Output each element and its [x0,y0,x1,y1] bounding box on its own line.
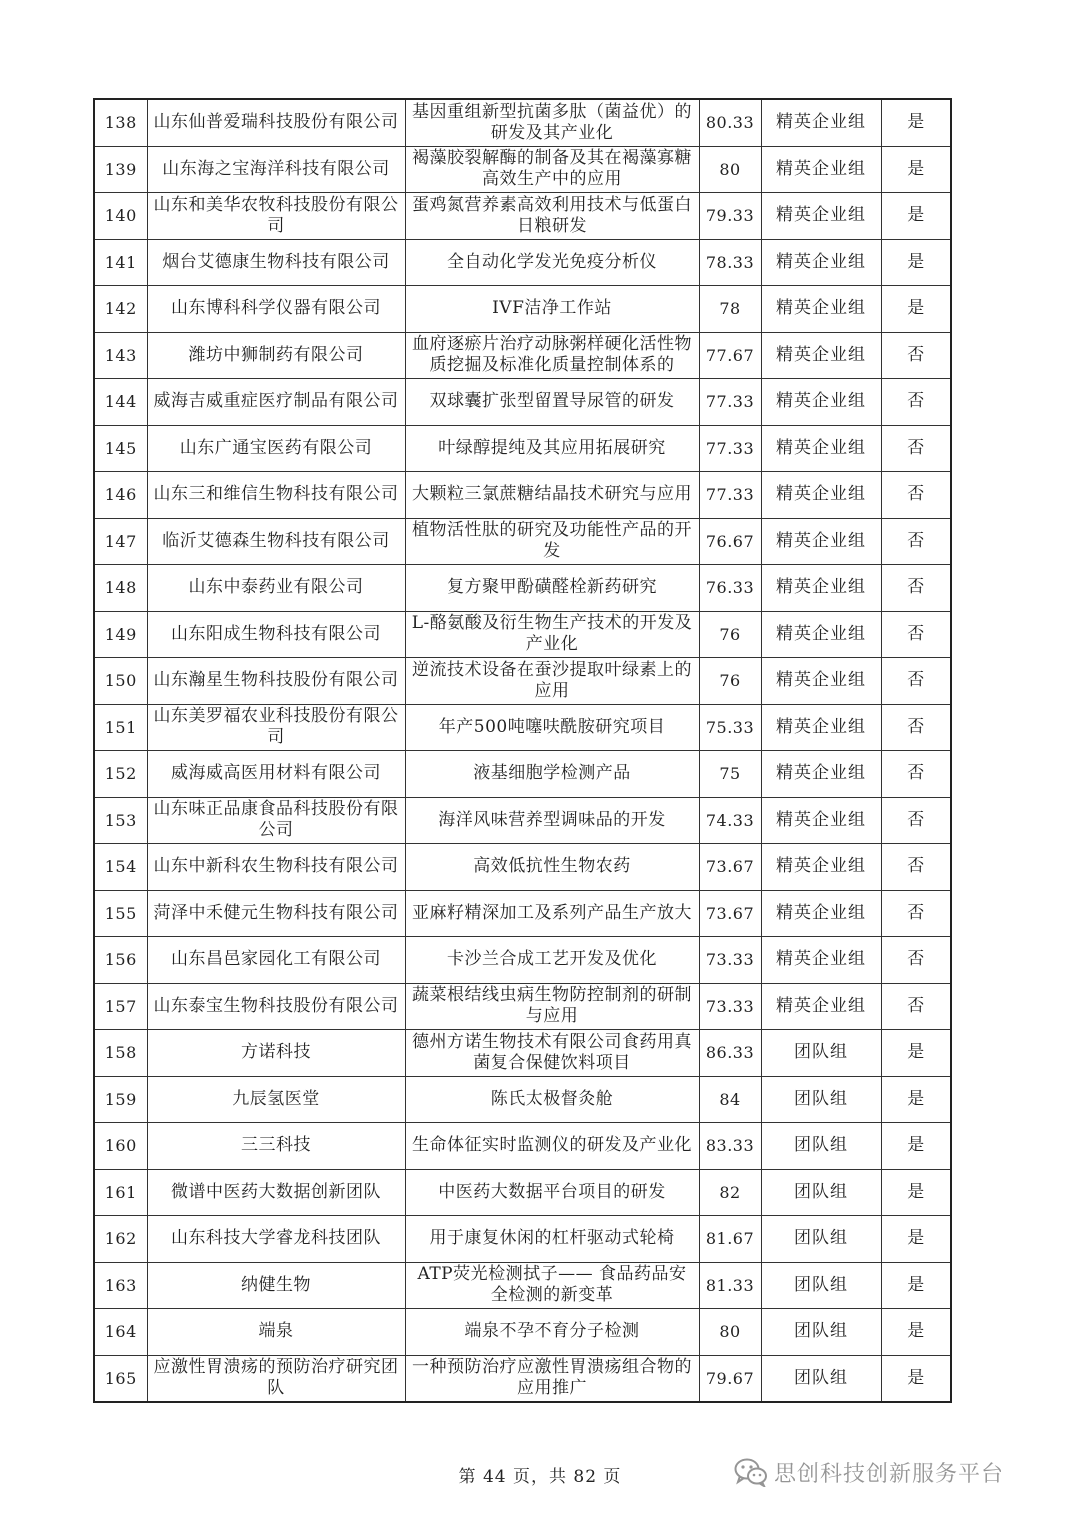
group-category: 精英企业组 [761,797,881,844]
group-category: 精英企业组 [761,146,881,193]
group-category: 精英企业组 [761,704,881,751]
table-row [94,1169,951,1216]
result-flag: 否 [881,379,951,426]
company-name: 方诺科技 [147,1030,405,1077]
result-flag: 否 [881,751,951,798]
company-name: 山东中新科农生物科技有限公司 [147,844,405,891]
project-name: 陈氏太极督灸舱 [405,1076,699,1123]
result-flag: 是 [881,1030,951,1077]
project-name: 蛋鸡氮营养素高效利用技术与低蛋白日粮研发 [405,193,699,240]
group-category: 团队组 [761,1355,881,1402]
score: 75.33 [699,704,761,751]
result-flag: 否 [881,983,951,1030]
company-name: 九辰氢医堂 [147,1076,405,1123]
result-flag: 否 [881,565,951,612]
table-row [94,1309,951,1356]
row-number: 162 [94,1216,147,1263]
row-number: 145 [94,425,147,472]
score: 83.33 [699,1123,761,1170]
row-number: 140 [94,193,147,240]
score: 79.67 [699,1355,761,1402]
row-number: 158 [94,1030,147,1077]
score: 78 [699,286,761,333]
project-name: L-酪氨酸及衍生物生产技术的开发及产业化 [405,611,699,658]
score: 73.67 [699,844,761,891]
project-name: 复方聚甲酚磺醛栓新药研究 [405,565,699,612]
company-name: 山东和美华农牧科技股份有限公司 [147,193,405,240]
group-category: 精英企业组 [761,379,881,426]
row-number: 150 [94,658,147,705]
score: 78.33 [699,239,761,286]
project-name: 高效低抗性生物农药 [405,844,699,891]
group-category: 精英企业组 [761,425,881,472]
score: 76.67 [699,518,761,565]
project-name: 血府逐瘀片治疗动脉粥样硬化活性物质挖掘及标准化质量控制体系的 [405,332,699,379]
score: 86.33 [699,1030,761,1077]
row-number: 161 [94,1169,147,1216]
row-number: 163 [94,1262,147,1309]
score: 75 [699,751,761,798]
score: 79.33 [699,193,761,240]
table-row [94,332,951,379]
row-number: 143 [94,332,147,379]
group-category: 精英企业组 [761,286,881,333]
company-name: 三三科技 [147,1123,405,1170]
table-row [94,890,951,937]
result-flag: 是 [881,193,951,240]
group-category: 精英企业组 [761,99,881,146]
row-number: 156 [94,937,147,984]
result-flag: 是 [881,1262,951,1309]
company-name: 山东美罗福农业科技股份有限公司 [147,704,405,751]
table-row [94,379,951,426]
table-row [94,1076,951,1123]
score: 80 [699,146,761,193]
company-name: 山东仙普爱瑞科技股份有限公司 [147,99,405,146]
table-row [94,1123,951,1170]
table-row [94,286,951,333]
company-name: 临沂艾德森生物科技有限公司 [147,518,405,565]
row-number: 141 [94,239,147,286]
company-name: 山东昌邑家园化工有限公司 [147,937,405,984]
table-row [94,797,951,844]
group-category: 团队组 [761,1169,881,1216]
result-flag: 是 [881,239,951,286]
company-name: 威海威高医用材料有限公司 [147,751,405,798]
row-number: 149 [94,611,147,658]
group-category: 精英企业组 [761,890,881,937]
table-row [94,193,951,240]
result-flag: 否 [881,844,951,891]
project-name: 大颗粒三氯蔗糖结晶技术研究与应用 [405,472,699,519]
result-flag: 否 [881,518,951,565]
result-flag: 否 [881,611,951,658]
company-name: 微谱中医药大数据创新团队 [147,1169,405,1216]
watermark [734,1455,1004,1489]
company-name: 山东广通宝医药有限公司 [147,425,405,472]
project-name: ATP荧光检测拭子—— 食品药品安全检测的新变革 [405,1262,699,1309]
company-name: 山东味正品康食品科技股份有限公司 [147,797,405,844]
table-row [94,1216,951,1263]
project-name: 端泉不孕不育分子检测 [405,1309,699,1356]
group-category: 精英企业组 [761,983,881,1030]
company-name: 山东瀚星生物科技股份有限公司 [147,658,405,705]
result-flag: 是 [881,99,951,146]
company-name: 山东三和维信生物科技有限公司 [147,472,405,519]
project-name: 基因重组新型抗菌多肽（菌益优）的研发及其产业化 [405,99,699,146]
project-name: 逆流技术设备在蚕沙提取叶绿素上的应用 [405,658,699,705]
group-category: 精英企业组 [761,844,881,891]
project-name: 海洋风味营养型调味品的开发 [405,797,699,844]
result-flag: 否 [881,704,951,751]
result-flag: 否 [881,332,951,379]
table-row [94,611,951,658]
company-name: 山东海之宝海洋科技有限公司 [147,146,405,193]
company-name: 威海吉威重症医疗制品有限公司 [147,379,405,426]
group-category: 精英企业组 [761,472,881,519]
row-number: 155 [94,890,147,937]
score: 76 [699,658,761,705]
result-flag: 是 [881,1216,951,1263]
company-name: 烟台艾德康生物科技有限公司 [147,239,405,286]
group-category: 精英企业组 [761,658,881,705]
group-category: 精英企业组 [761,239,881,286]
result-flag: 是 [881,1355,951,1402]
row-number: 139 [94,146,147,193]
table-row [94,1262,951,1309]
watermark-text: 思创科技创新服务平台 [774,1461,1005,1487]
score: 80 [699,1309,761,1356]
table-row [94,704,951,751]
project-name: 德州方诺生物技术有限公司食药用真菌复合保健饮料项目 [405,1030,699,1077]
score: 82 [699,1169,761,1216]
table-row [94,518,951,565]
result-flag: 是 [881,146,951,193]
company-name: 山东博科科学仪器有限公司 [147,286,405,333]
table-row [94,146,951,193]
score: 73.67 [699,890,761,937]
table-row [94,239,951,286]
row-number: 153 [94,797,147,844]
project-name: 液基细胞学检测产品 [405,751,699,798]
company-name: 山东中泰药业有限公司 [147,565,405,612]
score: 76.33 [699,565,761,612]
result-flag: 是 [881,1076,951,1123]
result-flag: 否 [881,425,951,472]
score: 77.33 [699,425,761,472]
score: 81.33 [699,1262,761,1309]
table-row [94,425,951,472]
project-name: 用于康复休闲的杠杆驱动式轮椅 [405,1216,699,1263]
company-name: 山东科技大学睿龙科技团队 [147,1216,405,1263]
row-number: 138 [94,99,147,146]
company-name: 潍坊中狮制药有限公司 [147,332,405,379]
result-flag: 否 [881,797,951,844]
row-number: 160 [94,1123,147,1170]
score: 76 [699,611,761,658]
project-name: 亚麻籽精深加工及系列产品生产放大 [405,890,699,937]
row-number: 164 [94,1309,147,1356]
row-number: 159 [94,1076,147,1123]
project-name: 年产500吨噻呋酰胺研究项目 [405,704,699,751]
score: 73.33 [699,983,761,1030]
table-row [94,472,951,519]
company-name: 端泉 [147,1309,405,1356]
group-category: 团队组 [761,1216,881,1263]
table-row [94,1030,951,1077]
table-row [94,937,951,984]
company-name: 菏泽中禾健元生物科技有限公司 [147,890,405,937]
project-name: 卡沙兰合成工艺开发及优化 [405,937,699,984]
group-category: 精英企业组 [761,518,881,565]
row-number: 165 [94,1355,147,1402]
group-category: 精英企业组 [761,751,881,798]
project-name: 植物活性肽的研究及功能性产品的开发 [405,518,699,565]
group-category: 精英企业组 [761,565,881,612]
result-flag: 是 [881,286,951,333]
group-category: 精英企业组 [761,937,881,984]
row-number: 157 [94,983,147,1030]
score: 80.33 [699,99,761,146]
group-category: 团队组 [761,1123,881,1170]
project-name: 褐藻胶裂解酶的制备及其在褐藻寡糖高效生产中的应用 [405,146,699,193]
row-number: 151 [94,704,147,751]
company-name: 应激性胃溃疡的预防治疗研究团队 [147,1355,405,1402]
row-number: 147 [94,518,147,565]
row-number: 144 [94,379,147,426]
group-category: 精英企业组 [761,193,881,240]
table-row [94,844,951,891]
group-category: 团队组 [761,1030,881,1077]
group-category: 团队组 [761,1076,881,1123]
project-name: 双球囊扩张型留置导尿管的研发 [405,379,699,426]
project-name: 全自动化学发光免疫分析仪 [405,239,699,286]
table-row [94,983,951,1030]
project-name: 蔬菜根结线虫病生物防控制剂的研制与应用 [405,983,699,1030]
score: 81.67 [699,1216,761,1263]
table-row [94,658,951,705]
group-category: 团队组 [761,1309,881,1356]
project-name: 生命体征实时监测仪的研发及产业化 [405,1123,699,1170]
company-name: 纳健生物 [147,1262,405,1309]
score: 77.33 [699,379,761,426]
score: 77.67 [699,332,761,379]
row-number: 146 [94,472,147,519]
row-number: 142 [94,286,147,333]
company-name: 山东阳成生物科技有限公司 [147,611,405,658]
result-flag: 是 [881,1169,951,1216]
project-name: 中医药大数据平台项目的研发 [405,1169,699,1216]
result-flag: 否 [881,658,951,705]
result-flag: 否 [881,937,951,984]
table-row [94,751,951,798]
result-flag: 否 [881,890,951,937]
row-number: 152 [94,751,147,798]
row-number: 148 [94,565,147,612]
row-number: 154 [94,844,147,891]
table-row [94,565,951,612]
score: 74.33 [699,797,761,844]
wechat-icon [734,1457,768,1487]
score: 77.33 [699,472,761,519]
group-category: 精英企业组 [761,611,881,658]
results-table-body [94,99,951,1402]
company-name: 山东泰宝生物科技股份有限公司 [147,983,405,1030]
project-name: IVF洁净工作站 [405,286,699,333]
results-table [93,98,952,1403]
result-flag: 是 [881,1123,951,1170]
table-row [94,99,951,146]
result-flag: 是 [881,1309,951,1356]
page-number-label: 第 44 页，共 82 页 [458,1467,622,1487]
score: 73.33 [699,937,761,984]
group-category: 精英企业组 [761,332,881,379]
group-category: 团队组 [761,1262,881,1309]
project-name: 一种预防治疗应激性胃溃疡组合物的应用推广 [405,1355,699,1402]
project-name: 叶绿醇提纯及其应用拓展研究 [405,425,699,472]
table-row [94,1355,951,1402]
score: 84 [699,1076,761,1123]
result-flag: 否 [881,472,951,519]
